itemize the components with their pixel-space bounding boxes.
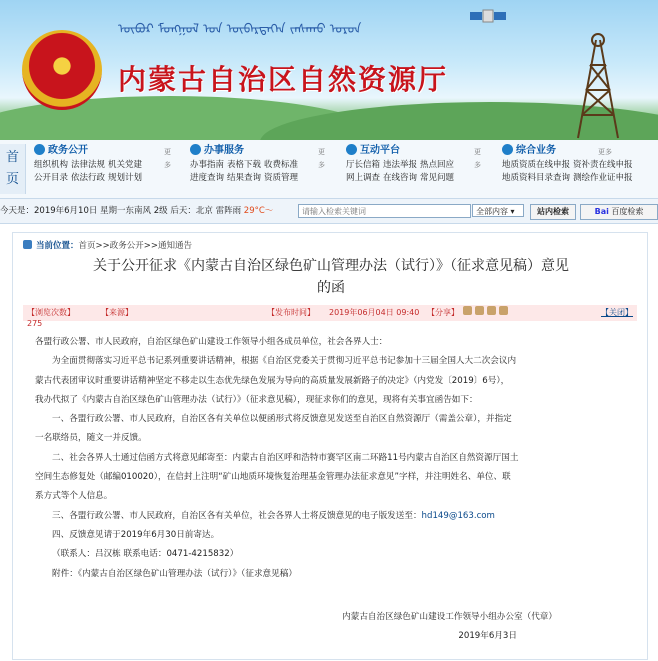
- weather-info: [0, 199, 273, 223]
- article-title: [21, 255, 641, 299]
- nav-group-interaction: [346, 144, 481, 185]
- more-link[interactable]: 更多: [598, 148, 612, 156]
- select-value: 全部内容: [476, 207, 508, 216]
- nav-group-heading[interactable]: 办事服务: [204, 145, 244, 156]
- breadcrumb-label: 当前位置：: [36, 241, 79, 251]
- mongolian-title: ᠥᠪᠦᠷ ᠮᠣᠩᠭᠣᠯ ᠤᠨ ᠥᠪᠡᠷᠲᠡᠭᠡᠨ ᠵᠠᠰᠠᠬᠤ ᠣᠷᠣᠨ: [118, 22, 362, 37]
- title-line: 的函: [317, 280, 345, 296]
- site-title: 内蒙古自治区自然资源厅: [118, 63, 449, 96]
- attachment-line[interactable]: 附件：《内蒙古自治区绿色矿山管理办法（试行）》（征求意见稿）: [52, 568, 297, 579]
- close-link[interactable]: 【关闭】: [601, 308, 633, 317]
- feedback-email[interactable]: hd149@163.com: [421, 510, 495, 521]
- baidu-logo: Bai: [594, 207, 609, 216]
- paragraph: 二、社会各界人士通过信函方式将意见邮寄至：内蒙古自治区呼和浩特市赛罕区南二环路11号内蒙古自治区自然资源厅国土: [52, 452, 519, 463]
- publish-date: 2019年06月04日 09:40: [329, 308, 420, 317]
- nav-link[interactable]: 结果查询: [227, 173, 262, 183]
- paragraph: 空间生态修复处（邮编010020），在信封上注明“矿山地质环境恢复治理基金管理办法征求意见”字样，并注明姓名、单位、联: [35, 472, 511, 483]
- font-small-icon[interactable]: [475, 306, 484, 315]
- nav-link[interactable]: 地质资料目录查询: [502, 173, 571, 183]
- baidu-search-label: 百度检索: [611, 207, 644, 216]
- title-line: 关于公开征求《内蒙古自治区绿色矿山管理办法（试行）》（征求意见稿）意见: [93, 258, 569, 274]
- paragraph: 四、反馈意见请于2019年6月30日前寄达。: [52, 529, 220, 540]
- nav-link[interactable]: 进度查询: [190, 173, 225, 183]
- print-icon[interactable]: [463, 306, 472, 315]
- nav-link[interactable]: 规划计划: [108, 173, 143, 183]
- mining-tower-icon: [568, 30, 628, 140]
- search-input[interactable]: [298, 204, 471, 218]
- nav-link[interactable]: 在线咨询: [383, 173, 418, 183]
- article-body: [35, 333, 635, 584]
- breadcrumb: [23, 239, 192, 251]
- sign-date: 2019年6月3日: [458, 631, 517, 641]
- info-bar: [0, 199, 658, 224]
- font-size-icon[interactable]: [499, 306, 508, 315]
- nav-link[interactable]: 地质资质在线申报: [502, 160, 571, 170]
- disclosure-icon: [34, 144, 45, 155]
- nav-link[interactable]: 资补责在线申报: [573, 160, 633, 170]
- paragraph: 蒙古代表团审议时重要讲话精神坚定不移走以生态优先绿色发展为导向的高质量发展新路子的决定》（内党发〔2019〕6号），: [35, 375, 510, 386]
- site-banner: [0, 0, 658, 140]
- nav-link[interactable]: 收费标准: [264, 160, 299, 170]
- main-nav: [0, 140, 658, 199]
- nav-link[interactable]: 组织机构: [34, 160, 69, 170]
- more-link[interactable]: 更多: [318, 148, 325, 169]
- article-meta: [23, 305, 637, 328]
- source-label: 【来源】: [101, 308, 133, 317]
- nav-link[interactable]: 依法行政: [71, 173, 106, 183]
- nav-link[interactable]: 热点回应: [420, 160, 455, 170]
- nav-group-heading[interactable]: 互动平台: [360, 145, 400, 156]
- nav-group-heading[interactable]: 政务公开: [48, 145, 88, 156]
- publish-label: 【发布时间】: [267, 308, 315, 317]
- breadcrumb-path[interactable]: 首页>>政务公开>>通知通告: [78, 241, 193, 251]
- paragraph: 各盟行政公署、市人民政府，自治区绿色矿山建设工作领导小组各成员单位，社会各界人士：: [35, 337, 388, 347]
- nav-link[interactable]: 网上调查: [346, 173, 381, 183]
- paragraph: 我办代拟了《内蒙古自治区绿色矿山管理办法（试行）》（征求意见稿），现征求你们的意见，现将有关事宜函告如下：: [35, 394, 478, 405]
- views-label: 【浏览次数】: [27, 308, 75, 317]
- nav-link[interactable]: 常见问题: [420, 173, 455, 183]
- nav-link[interactable]: 办事指南: [190, 160, 225, 170]
- paragraph: 为全面贯彻落实习近平总书记系列重要讲话精神，根据《自治区党委关于贯彻习近平总书记参加十三届全国人大二次会议内: [52, 356, 517, 367]
- baidu-search-button[interactable]: [580, 204, 658, 220]
- paragraph: 系方式等个人信息。: [35, 491, 113, 502]
- more-link[interactable]: 更多: [164, 148, 171, 169]
- signature: 内蒙古自治区绿色矿山建设工作领导小组办公室（代章）: [342, 612, 557, 622]
- business-icon: [502, 144, 513, 155]
- temperature: 29°C～: [243, 206, 274, 216]
- nav-group-disclosure: [34, 144, 171, 185]
- share-tools: [463, 305, 511, 321]
- search-scope-select[interactable]: 全部内容 ▾: [472, 204, 524, 217]
- nav-link[interactable]: 表格下载: [227, 160, 262, 170]
- nav-group-business: [502, 144, 636, 185]
- nav-link[interactable]: 资质管理: [264, 173, 299, 183]
- paragraph: [35, 507, 635, 526]
- location-icon: [23, 240, 32, 249]
- paragraph: 一名联络员，随文一并反馈。: [35, 433, 147, 444]
- national-emblem-icon: [22, 30, 102, 110]
- paragraph: 一、各盟行政公署、市人民政府，自治区各有关单位以便函形式将反馈意见发送至自治区自然资源厅（需盖公章），并指定: [52, 414, 512, 425]
- views-count: 275: [27, 319, 43, 328]
- services-icon: [190, 144, 201, 155]
- share-label[interactable]: 【分享】: [427, 308, 459, 317]
- nav-link[interactable]: 公开目录: [34, 173, 69, 183]
- weather-text: 今天是：2019年6月10日 星期一东南风 2级 后天：北京 雷阵雨: [0, 206, 242, 216]
- nav-link[interactable]: 厅长信箱: [346, 160, 381, 170]
- interaction-icon: [346, 144, 357, 155]
- font-large-icon[interactable]: [487, 306, 496, 315]
- paragraph: （联系人：吕汉栋 联系电话：0471-4215832）: [52, 549, 239, 560]
- satellite-icon: [468, 4, 508, 30]
- more-link[interactable]: 更多: [474, 148, 481, 169]
- nav-group-heading[interactable]: 综合业务: [516, 145, 556, 156]
- paragraph-text: 三、各盟行政公署、市人民政府，自治区各有关单位，社会各界人士将反馈意见的电子版发送至：: [52, 510, 422, 521]
- nav-link[interactable]: 法律法规: [71, 160, 106, 170]
- nav-group-services: [190, 144, 325, 185]
- home-link[interactable]: 首页: [0, 144, 26, 194]
- nav-link[interactable]: 测绘作业证申报: [573, 173, 633, 183]
- site-search-button[interactable]: 站内检索: [530, 204, 576, 220]
- nav-link[interactable]: 违法举报: [383, 160, 418, 170]
- article-panel: [12, 232, 648, 660]
- nav-link[interactable]: 机关党建: [108, 160, 143, 170]
